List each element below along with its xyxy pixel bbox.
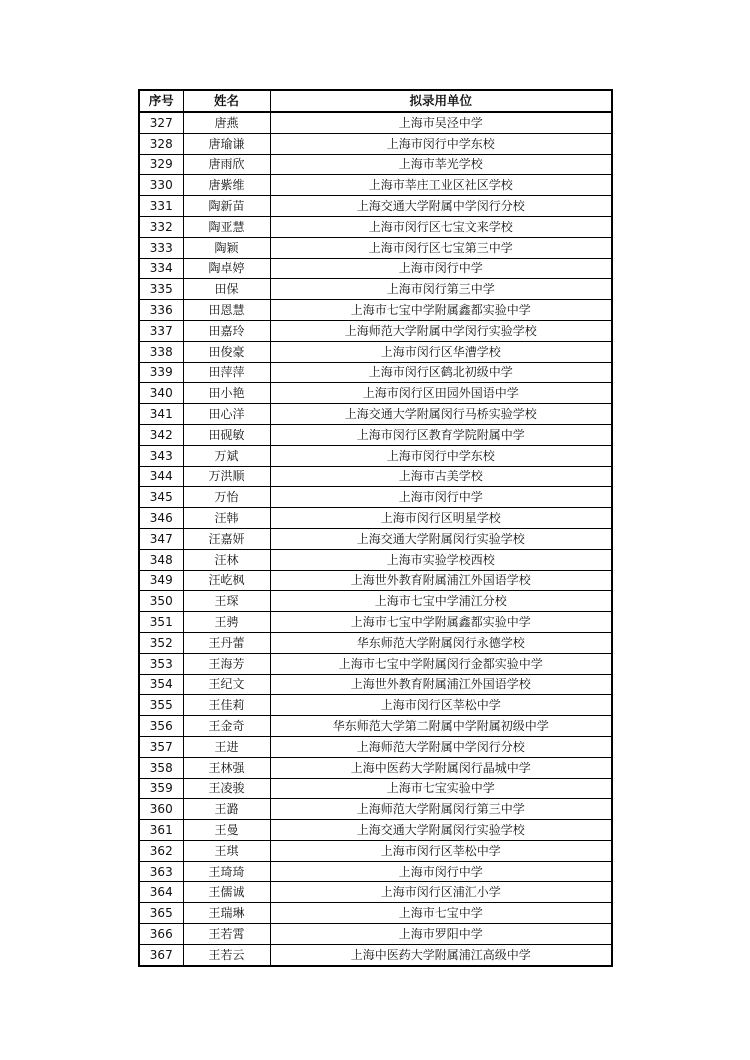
cell-unit: 华东师范大学第二附属中学附属初级中学 xyxy=(270,716,612,737)
cell-no: 358 xyxy=(139,757,183,778)
cell-unit: 上海世外教育附属浦江外国语学校 xyxy=(270,674,612,695)
cell-no: 345 xyxy=(139,487,183,508)
table-row xyxy=(139,716,612,737)
cell-name: 万洪顺 xyxy=(183,466,270,487)
cell-name: 王骋 xyxy=(183,612,270,633)
cell-unit: 上海市闵行中学 xyxy=(270,487,612,508)
cell-unit: 上海市七宝实验中学 xyxy=(270,778,612,799)
table-row xyxy=(139,882,612,903)
cell-name: 汪林 xyxy=(183,549,270,570)
table-row xyxy=(139,695,612,716)
table-row xyxy=(139,487,612,508)
cell-name: 王海芳 xyxy=(183,653,270,674)
cell-no: 327 xyxy=(139,112,183,133)
cell-name: 王若云 xyxy=(183,944,270,965)
cell-unit: 上海交通大学附属闵行实验学校 xyxy=(270,820,612,841)
cell-name: 万斌 xyxy=(183,445,270,466)
cell-unit: 上海市七宝中学附属鑫都实验中学 xyxy=(270,612,612,633)
cell-no: 335 xyxy=(139,279,183,300)
cell-no: 359 xyxy=(139,778,183,799)
table-row xyxy=(139,612,612,633)
cell-unit: 上海市闵行中学 xyxy=(270,861,612,882)
cell-name: 田心洋 xyxy=(183,404,270,425)
cell-unit: 上海市闵行区华漕学校 xyxy=(270,341,612,362)
header-unit: 拟录用单位 xyxy=(270,90,612,112)
cell-unit: 上海市七宝中学 xyxy=(270,903,612,924)
table-row xyxy=(139,840,612,861)
table-row xyxy=(139,300,612,321)
table-body xyxy=(139,112,612,966)
cell-no: 366 xyxy=(139,924,183,945)
table-row xyxy=(139,216,612,237)
cell-name: 王琛 xyxy=(183,591,270,612)
cell-no: 348 xyxy=(139,549,183,570)
cell-no: 344 xyxy=(139,466,183,487)
table-row xyxy=(139,383,612,404)
table-row xyxy=(139,549,612,570)
cell-unit: 上海师范大学附属中学闵行分校 xyxy=(270,736,612,757)
cell-name: 王进 xyxy=(183,736,270,757)
table-row xyxy=(139,466,612,487)
cell-unit: 上海市七宝中学附属闵行金都实验中学 xyxy=(270,653,612,674)
table-row xyxy=(139,258,612,279)
cell-unit: 上海中医药大学附属浦江高级中学 xyxy=(270,944,612,965)
cell-unit: 上海市闵行区田园外国语中学 xyxy=(270,383,612,404)
cell-name: 唐紫维 xyxy=(183,175,270,196)
cell-unit: 上海师范大学附属中学闵行实验学校 xyxy=(270,320,612,341)
table-row xyxy=(139,924,612,945)
cell-name: 汪韩 xyxy=(183,508,270,529)
cell-unit: 上海市闵行区七宝第三中学 xyxy=(270,237,612,258)
cell-name: 陶亚慧 xyxy=(183,216,270,237)
cell-unit: 上海师范大学附属闵行第三中学 xyxy=(270,799,612,820)
cell-unit: 上海市闵行中学东校 xyxy=(270,133,612,154)
cell-unit: 上海市闵行区七宝文来学校 xyxy=(270,216,612,237)
cell-no: 357 xyxy=(139,736,183,757)
table-row xyxy=(139,570,612,591)
cell-name: 田小艳 xyxy=(183,383,270,404)
cell-name: 王潞 xyxy=(183,799,270,820)
cell-no: 343 xyxy=(139,445,183,466)
table-row xyxy=(139,508,612,529)
cell-name: 王凌骏 xyxy=(183,778,270,799)
table-row xyxy=(139,237,612,258)
header-no: 序号 xyxy=(139,90,183,112)
cell-name: 陶颖 xyxy=(183,237,270,258)
cell-unit: 上海市闵行区莘松中学 xyxy=(270,695,612,716)
cell-name: 王丹蕾 xyxy=(183,632,270,653)
cell-unit: 上海交通大学附属闵行马桥实验学校 xyxy=(270,404,612,425)
cell-no: 337 xyxy=(139,320,183,341)
cell-unit: 上海市闵行中学东校 xyxy=(270,445,612,466)
cell-name: 万怡 xyxy=(183,487,270,508)
cell-no: 356 xyxy=(139,716,183,737)
cell-no: 333 xyxy=(139,237,183,258)
cell-no: 340 xyxy=(139,383,183,404)
header-name: 姓名 xyxy=(183,90,270,112)
cell-no: 339 xyxy=(139,362,183,383)
table-row xyxy=(139,632,612,653)
cell-name: 王佳莉 xyxy=(183,695,270,716)
cell-no: 336 xyxy=(139,300,183,321)
cell-unit: 上海中医药大学附属闵行晶城中学 xyxy=(270,757,612,778)
table-row xyxy=(139,736,612,757)
table-row xyxy=(139,112,612,133)
cell-name: 汪屹枫 xyxy=(183,570,270,591)
cell-unit: 上海市闵行第三中学 xyxy=(270,279,612,300)
header-row xyxy=(139,90,612,112)
table-row xyxy=(139,175,612,196)
cell-name: 王金奇 xyxy=(183,716,270,737)
cell-unit: 上海交通大学附属闵行实验学校 xyxy=(270,528,612,549)
cell-name: 王若霄 xyxy=(183,924,270,945)
cell-no: 331 xyxy=(139,196,183,217)
cell-unit: 上海市吴泾中学 xyxy=(270,112,612,133)
cell-name: 王纪文 xyxy=(183,674,270,695)
cell-no: 360 xyxy=(139,799,183,820)
table-row xyxy=(139,445,612,466)
cell-unit: 上海交通大学附属中学闵行分校 xyxy=(270,196,612,217)
cell-no: 347 xyxy=(139,528,183,549)
cell-no: 330 xyxy=(139,175,183,196)
cell-unit: 上海市闵行区鹤北初级中学 xyxy=(270,362,612,383)
cell-no: 364 xyxy=(139,882,183,903)
table-row xyxy=(139,154,612,175)
cell-name: 唐燕 xyxy=(183,112,270,133)
cell-name: 汪嘉妍 xyxy=(183,528,270,549)
table-row xyxy=(139,341,612,362)
cell-no: 361 xyxy=(139,820,183,841)
cell-no: 328 xyxy=(139,133,183,154)
table-row xyxy=(139,778,612,799)
roster-table xyxy=(138,89,613,967)
table-row xyxy=(139,591,612,612)
table-row xyxy=(139,944,612,965)
cell-unit: 上海市莘庄工业区社区学校 xyxy=(270,175,612,196)
table-row xyxy=(139,653,612,674)
cell-name: 王曼 xyxy=(183,820,270,841)
table-header xyxy=(139,90,612,112)
cell-unit: 上海市实验学校西校 xyxy=(270,549,612,570)
table-row xyxy=(139,279,612,300)
cell-unit: 上海市闵行区莘松中学 xyxy=(270,840,612,861)
cell-no: 354 xyxy=(139,674,183,695)
cell-no: 350 xyxy=(139,591,183,612)
cell-no: 349 xyxy=(139,570,183,591)
cell-unit: 上海市七宝中学附属鑫都实验中学 xyxy=(270,300,612,321)
cell-no: 352 xyxy=(139,632,183,653)
table-row xyxy=(139,424,612,445)
table-row xyxy=(139,903,612,924)
cell-name: 田恩慧 xyxy=(183,300,270,321)
cell-no: 338 xyxy=(139,341,183,362)
table-row xyxy=(139,133,612,154)
table-row xyxy=(139,196,612,217)
cell-no: 355 xyxy=(139,695,183,716)
cell-name: 陶卓婷 xyxy=(183,258,270,279)
cell-unit: 上海世外教育附属浦江外国语学校 xyxy=(270,570,612,591)
cell-no: 332 xyxy=(139,216,183,237)
cell-no: 365 xyxy=(139,903,183,924)
cell-name: 田嘉玲 xyxy=(183,320,270,341)
cell-unit: 上海市罗阳中学 xyxy=(270,924,612,945)
cell-no: 346 xyxy=(139,508,183,529)
cell-no: 341 xyxy=(139,404,183,425)
cell-name: 田砚敏 xyxy=(183,424,270,445)
cell-name: 王琦琦 xyxy=(183,861,270,882)
cell-unit: 上海市莘光学校 xyxy=(270,154,612,175)
table-row xyxy=(139,528,612,549)
cell-no: 329 xyxy=(139,154,183,175)
cell-no: 363 xyxy=(139,861,183,882)
cell-unit: 华东师范大学附属闵行永德学校 xyxy=(270,632,612,653)
table-row xyxy=(139,820,612,841)
cell-no: 367 xyxy=(139,944,183,965)
cell-name: 田俊豪 xyxy=(183,341,270,362)
cell-unit: 上海市古美学校 xyxy=(270,466,612,487)
cell-no: 334 xyxy=(139,258,183,279)
cell-name: 唐瑜谦 xyxy=(183,133,270,154)
cell-unit: 上海市闵行中学 xyxy=(270,258,612,279)
table-row xyxy=(139,362,612,383)
cell-name: 王林强 xyxy=(183,757,270,778)
cell-unit: 上海市闵行区教育学院附属中学 xyxy=(270,424,612,445)
cell-name: 田萍萍 xyxy=(183,362,270,383)
cell-no: 342 xyxy=(139,424,183,445)
cell-unit: 上海市七宝中学浦江分校 xyxy=(270,591,612,612)
cell-name: 唐雨欣 xyxy=(183,154,270,175)
cell-no: 351 xyxy=(139,612,183,633)
cell-no: 353 xyxy=(139,653,183,674)
table-row xyxy=(139,674,612,695)
table-row xyxy=(139,757,612,778)
cell-name: 陶新苗 xyxy=(183,196,270,217)
table-row xyxy=(139,404,612,425)
table-row xyxy=(139,320,612,341)
cell-unit: 上海市闵行区明星学校 xyxy=(270,508,612,529)
table-row xyxy=(139,861,612,882)
roster-sheet xyxy=(138,89,611,967)
cell-name: 王瑞琳 xyxy=(183,903,270,924)
cell-no: 362 xyxy=(139,840,183,861)
cell-name: 田保 xyxy=(183,279,270,300)
cell-name: 王琪 xyxy=(183,840,270,861)
cell-name: 王儒诚 xyxy=(183,882,270,903)
table-row xyxy=(139,799,612,820)
cell-unit: 上海市闵行区浦汇小学 xyxy=(270,882,612,903)
